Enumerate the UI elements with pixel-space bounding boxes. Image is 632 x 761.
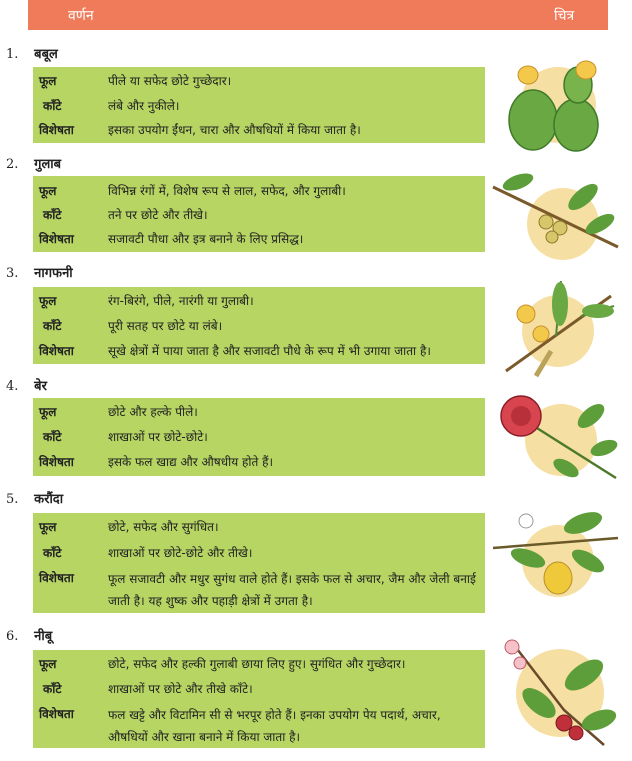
flower-label: फूल (39, 520, 57, 534)
item-name: बबूल (34, 47, 58, 62)
feature-label: विशेषता (39, 455, 74, 469)
table-header (28, 0, 608, 30)
leaf (582, 304, 614, 318)
item-heading (6, 626, 52, 644)
item-details-box (33, 287, 485, 364)
thorns-label: काँटे (43, 546, 62, 560)
thorns-label: काँटे (43, 99, 62, 113)
cactus-flower (576, 61, 596, 79)
feature-value: फल खट्टे और विटामिन सी से भरपूर होते हैं। इनका उपयोग पेय पदार्थ, अचार, औषधियों और खाना बनाने में किया जाता है। (108, 708, 441, 744)
item-number: 5. (6, 492, 19, 507)
flower-label: फूल (39, 405, 57, 419)
rose-illustration (496, 388, 621, 488)
flower-value: छोटे और हल्के पीले। (108, 405, 198, 419)
flower-value: छोटे, सफेद और सुगंधित। (108, 520, 219, 534)
flower-label: फूल (39, 294, 57, 308)
fruit (539, 215, 553, 229)
feature-value: फूल सजावटी और मधुर सुगंध वाले होते हैं। इसके फल से अचार, जैम और जेली बनाई जाती है। यह शुष्क और पहाड़ी क्षेत्रों में उगता है। (108, 572, 476, 608)
thorns-value: लंबे और नुकीले। (108, 99, 180, 113)
flower-label: फूल (39, 74, 57, 88)
item-number: 3. (6, 266, 19, 281)
karonda-branch-illustration (494, 625, 622, 755)
rose-center (511, 406, 531, 426)
item-number: 2. (6, 157, 19, 172)
thorns-value: शाखाओं पर छोटे-छोटे और तीखे। (108, 546, 253, 560)
flower-label: फूल (39, 184, 57, 198)
description-column-header: वर्णन (68, 8, 94, 24)
flower-value: छोटे, सफेद और हल्की गुलाबी छाया लिए हुए। सुगंधित और गुच्छेदार। (108, 657, 406, 671)
item-details-box (33, 650, 485, 748)
cactus-pad (509, 90, 557, 150)
item-heading (6, 44, 58, 62)
fruit (546, 231, 558, 243)
item-heading (6, 154, 61, 172)
thorns-label: काँटे (43, 430, 62, 444)
thorns-label: काँटे (43, 319, 62, 333)
feature-label: विशेषता (39, 344, 74, 358)
thorns-value: शाखाओं पर छोटे और तीखे काँटे। (108, 682, 253, 696)
thorns-value: शाखाओं पर छोटे-छोटे। (108, 430, 208, 444)
item-number: 4. (6, 379, 19, 394)
thorns-value: तने पर छोटे और तीखे। (108, 208, 208, 222)
item-name: गुलाब (34, 157, 62, 172)
item-details-box (33, 513, 485, 613)
feature-value: सजावटी पौधा और इत्र बनाने के लिए प्रसिद्ध। (108, 232, 304, 246)
feature-label: विशेषता (39, 571, 74, 585)
lemon-branch-illustration (488, 503, 623, 608)
thorns-label: काँटे (43, 682, 62, 696)
leaf (552, 282, 568, 326)
flower-value: विभिन्न रंगों में, विशेष रूप से लाल, सफेद, और गुलाबी। (108, 184, 346, 198)
flower-value: पीले या सफेद छोटे गुच्छेदार। (108, 74, 232, 88)
feature-value: इसके फल खाद्य और औषधीय होते हैं। (108, 455, 274, 469)
feature-value: सूखे क्षेत्रों में पाया जाता है और सजावटी पौधे के रूप में भी उगाया जाता है। (108, 344, 431, 358)
item-number: 6. (6, 629, 19, 644)
acacia-flower (533, 326, 549, 342)
item-details-box (33, 176, 485, 252)
feature-label: विशेषता (39, 123, 74, 137)
item-details-box (33, 67, 485, 143)
item-number: 1. (6, 47, 19, 62)
acacia-branch-illustration (496, 276, 621, 381)
feature-label: विशेषता (39, 232, 74, 246)
cactus-pad (554, 99, 598, 151)
item-details-box (33, 398, 485, 476)
flower-value: रंग-बिरंगे, पीले, नारंगी या गुलाबी। (108, 294, 254, 308)
karonda-flower (505, 640, 519, 654)
karonda-flower (514, 657, 526, 669)
image-column-header: चित्र (554, 8, 575, 24)
feature-value: इसका उपयोग ईंधन, चारा और औषधियों में किया जाता है। (108, 123, 361, 137)
lemon-flower (519, 514, 533, 528)
item-heading (6, 489, 63, 507)
thorns-value: पूरी सतह पर छोटे या लंबे। (108, 319, 223, 333)
cactus-illustration (498, 50, 616, 154)
item-heading (6, 376, 47, 394)
item-name: नागफनी (34, 266, 73, 281)
feature-label: विशेषता (39, 707, 74, 721)
thorns-label: काँटे (43, 208, 62, 222)
item-heading (6, 263, 73, 281)
flower-label: फूल (39, 657, 57, 671)
karonda-fruit (556, 715, 572, 731)
item-name: करौंदा (34, 492, 64, 507)
acacia-flower (517, 305, 535, 323)
leaf (501, 170, 536, 194)
ber-branch-illustration (488, 162, 623, 267)
item-name: बेर (34, 379, 47, 394)
item-name: नीबू (34, 629, 53, 644)
cactus-flower (518, 66, 538, 84)
karonda-fruit (569, 726, 583, 740)
lemon-fruit (544, 562, 572, 594)
